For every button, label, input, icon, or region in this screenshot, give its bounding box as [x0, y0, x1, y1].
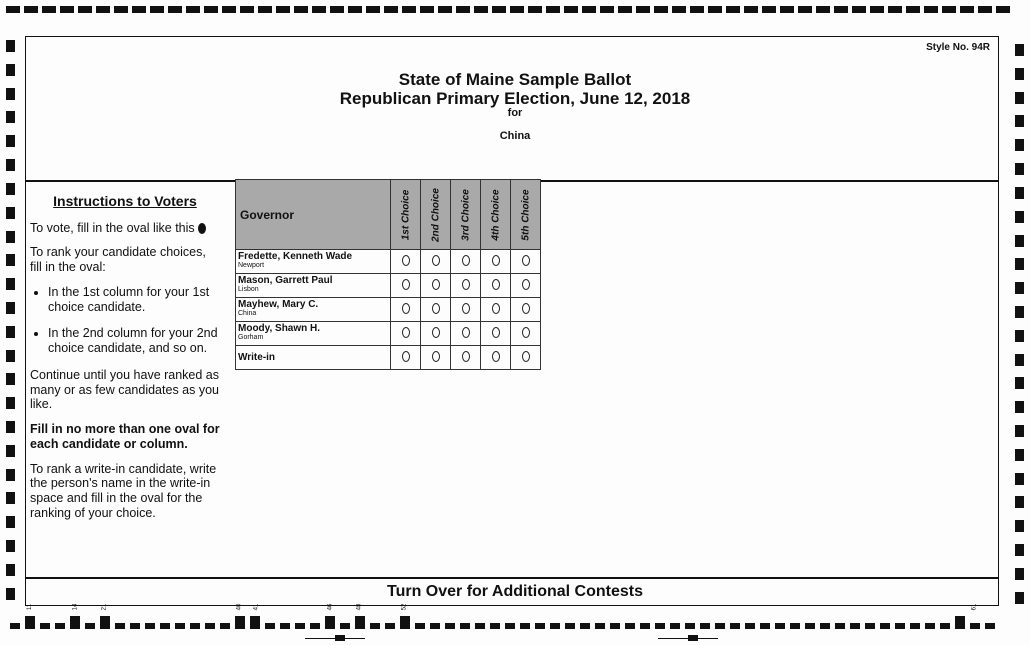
timing-mark — [475, 623, 485, 629]
oval-cell — [511, 298, 541, 322]
vote-oval[interactable] — [432, 255, 440, 266]
timing-mark — [132, 6, 146, 13]
candidate-name: Fredette, Kenneth Wade — [238, 251, 353, 262]
timing-mark — [145, 623, 155, 629]
timing-mark — [6, 40, 15, 52]
timing-mark — [430, 623, 440, 629]
choice-label: 1st Choice — [400, 189, 411, 240]
timing-mark — [726, 6, 740, 13]
timing-mark — [955, 616, 965, 629]
timing-mark — [610, 623, 620, 629]
timing-mark — [745, 623, 755, 629]
choice-label: 4th Choice — [490, 188, 501, 241]
vote-oval[interactable] — [402, 279, 410, 290]
timing-mark — [805, 623, 815, 629]
choice-column-header — [421, 180, 451, 250]
timing-mark — [6, 397, 15, 409]
candidate-name: Mayhew, Mary C. — [238, 299, 319, 310]
timing-mark — [6, 469, 15, 481]
timing-mark — [460, 623, 470, 629]
timing-mark — [865, 623, 875, 629]
timing-mark — [6, 302, 15, 314]
timing-mark — [250, 616, 260, 629]
vote-oval[interactable] — [462, 303, 470, 314]
timing-mark — [78, 6, 92, 13]
oval-cell — [421, 298, 451, 322]
timing-mark — [10, 623, 20, 629]
timing-mark — [100, 616, 110, 629]
timing-mark — [438, 6, 452, 13]
timing-mark — [1015, 496, 1024, 508]
timing-mark — [798, 6, 812, 13]
write-in-row — [236, 346, 541, 370]
timing-mark — [115, 623, 125, 629]
footer-divider — [25, 577, 999, 579]
turn-over-notice: Turn Over for Additional Contests — [386, 583, 643, 600]
timing-mark — [114, 6, 128, 13]
vote-oval[interactable] — [522, 303, 530, 314]
timing-mark — [685, 623, 695, 629]
vote-oval[interactable] — [432, 351, 440, 362]
choice-column-header — [481, 180, 511, 250]
timing-mark — [1015, 235, 1024, 247]
oval-cell — [451, 274, 481, 298]
vote-oval[interactable] — [522, 327, 530, 338]
timing-mark — [520, 623, 530, 629]
write-in-field[interactable]: Write-in — [236, 346, 391, 370]
candidate-name: Moody, Shawn H. — [238, 323, 321, 334]
timing-mark — [40, 623, 50, 629]
timing-mark — [546, 6, 560, 13]
bottom-timing-marks — [10, 615, 1020, 629]
timing-mark — [870, 6, 884, 13]
timing-mark — [160, 623, 170, 629]
timing-mark — [1015, 568, 1024, 580]
timing-mark — [1015, 163, 1024, 175]
timing-mark — [6, 540, 15, 552]
timing-mark — [6, 516, 15, 528]
timing-mark — [888, 6, 902, 13]
oval-cell — [391, 346, 421, 370]
timing-mark — [490, 623, 500, 629]
timing-mark — [505, 623, 515, 629]
timing-mark — [295, 623, 305, 629]
timing-mark — [6, 254, 15, 266]
timing-mark — [355, 616, 365, 629]
timing-mark — [625, 623, 635, 629]
timing-mark — [1015, 306, 1024, 318]
left-timing-marks — [6, 40, 15, 600]
candidate-town: China — [238, 310, 257, 317]
timing-mark — [25, 616, 35, 629]
timing-mark — [6, 207, 15, 219]
timing-mark — [535, 623, 545, 629]
filled-oval-icon — [198, 223, 206, 234]
timing-mark — [96, 6, 110, 13]
vote-oval[interactable] — [492, 351, 500, 362]
choice-label: 2nd Choice — [430, 187, 441, 242]
timing-mark — [384, 6, 398, 13]
timing-mark — [1015, 258, 1024, 270]
timing-mark — [366, 6, 380, 13]
timing-mark — [582, 6, 596, 13]
oval-cell — [451, 298, 481, 322]
instructions-heading: Instructions to Voters — [53, 193, 197, 209]
timing-mark — [1015, 401, 1024, 413]
timing-mark — [835, 623, 845, 629]
timing-mark — [940, 623, 950, 629]
timing-mark — [6, 159, 15, 171]
timing-mark — [834, 6, 848, 13]
timing-mark — [402, 6, 416, 13]
oval-cell — [391, 322, 421, 346]
timing-mark — [70, 616, 80, 629]
timing-mark — [175, 623, 185, 629]
timing-mark — [618, 6, 632, 13]
timing-mark — [730, 623, 740, 629]
oval-cell — [481, 322, 511, 346]
candidate-name: Mason, Garrett Paul — [238, 275, 333, 286]
timing-mark — [220, 623, 230, 629]
timing-mark — [1015, 282, 1024, 294]
timing-mark — [222, 6, 236, 13]
alignment-line — [658, 638, 718, 639]
timing-mark — [60, 6, 74, 13]
office-title: Governor — [236, 180, 391, 250]
timing-mark — [6, 278, 15, 290]
timing-mark — [925, 623, 935, 629]
timing-mark — [985, 623, 995, 629]
timing-mark — [906, 6, 920, 13]
timing-mark — [150, 6, 164, 13]
oval-cell — [391, 274, 421, 298]
tick-number: 46 — [327, 603, 334, 611]
timing-mark — [6, 373, 15, 385]
choice-label: 5th Choice — [520, 188, 531, 241]
town-name: China — [499, 130, 531, 142]
timing-mark — [672, 6, 686, 13]
timing-mark — [852, 6, 866, 13]
instruction-bullet: • In the 2nd column for your 2nd choice candidate, and so on. — [48, 326, 220, 356]
for-label: for — [507, 107, 523, 119]
style-number: Style No. 94R — [926, 42, 990, 53]
timing-mark — [1015, 44, 1024, 56]
vote-oval[interactable] — [432, 303, 440, 314]
timing-mark — [654, 6, 668, 13]
tick-number: 14 — [72, 603, 79, 611]
candidate-row — [236, 274, 541, 298]
timing-mark — [168, 6, 182, 13]
vote-oval[interactable] — [522, 351, 530, 362]
timing-mark — [550, 623, 560, 629]
oval-cell — [511, 250, 541, 274]
timing-mark — [708, 6, 722, 13]
timing-mark — [700, 623, 710, 629]
timing-mark — [510, 6, 524, 13]
timing-mark — [240, 6, 254, 13]
timing-mark — [1015, 354, 1024, 366]
vote-oval[interactable] — [492, 327, 500, 338]
candidate-row — [236, 322, 541, 346]
election-title: Republican Primary Election, June 12, 2018 — [339, 89, 691, 108]
instruction-paragraph: To rank your candidate choices, fill in the oval: — [30, 245, 206, 275]
timing-mark — [820, 623, 830, 629]
timing-mark — [760, 623, 770, 629]
oval-cell — [421, 250, 451, 274]
timing-mark — [850, 623, 860, 629]
timing-mark — [744, 6, 758, 13]
timing-mark — [258, 6, 272, 13]
oval-cell — [421, 274, 451, 298]
timing-mark — [6, 350, 15, 362]
timing-mark — [204, 6, 218, 13]
timing-mark — [186, 6, 200, 13]
oval-cell — [421, 346, 451, 370]
instruction-bullet: • In the 1st column for your 1st choice candidate. — [48, 285, 220, 315]
candidate-row — [236, 298, 541, 322]
choice-column-header — [511, 180, 541, 250]
tick-number: 21 — [101, 603, 108, 611]
timing-mark — [310, 623, 320, 629]
instruction-paragraph: Continue until you have ranked as many or as few candidates as you like. — [30, 367, 220, 412]
timing-mark — [996, 6, 1010, 13]
vote-oval[interactable] — [462, 255, 470, 266]
timing-mark — [910, 623, 920, 629]
timing-mark — [6, 492, 15, 504]
timing-mark — [565, 623, 575, 629]
vote-oval[interactable] — [432, 327, 440, 338]
timing-mark — [420, 6, 434, 13]
timing-mark — [325, 616, 335, 629]
vote-oval[interactable] — [492, 255, 500, 266]
candidate-town: Lisbon — [238, 286, 259, 293]
timing-mark — [42, 6, 56, 13]
timing-mark — [600, 6, 614, 13]
timing-mark — [655, 623, 665, 629]
oval-cell — [391, 250, 421, 274]
timing-mark — [474, 6, 488, 13]
vote-oval[interactable] — [462, 279, 470, 290]
timing-mark — [978, 6, 992, 13]
timing-mark — [445, 623, 455, 629]
tick-number: 40 — [236, 603, 243, 611]
tick-number: 52 — [401, 603, 408, 611]
timing-mark — [816, 6, 830, 13]
timing-mark — [580, 623, 590, 629]
timing-mark — [1015, 520, 1024, 532]
tick-number: 48 — [356, 603, 363, 611]
vote-oval[interactable] — [402, 351, 410, 362]
vote-oval[interactable] — [492, 279, 500, 290]
timing-mark — [6, 564, 15, 576]
timing-mark — [528, 6, 542, 13]
candidate-cell — [236, 250, 391, 274]
oval-cell — [481, 346, 511, 370]
candidate-town: Newport — [238, 262, 265, 269]
oval-cell — [481, 274, 511, 298]
candidate-town: Gorham — [238, 334, 264, 341]
vote-oval[interactable] — [402, 255, 410, 266]
timing-mark — [312, 6, 326, 13]
instruction-paragraph: Fill in no more than one oval for each candidate or column. — [30, 422, 220, 451]
timing-mark — [400, 616, 410, 629]
timing-mark — [1015, 473, 1024, 485]
timing-mark — [970, 623, 980, 629]
instruction-paragraph — [30, 221, 220, 236]
governor-contest-table — [235, 179, 541, 370]
timing-mark — [895, 623, 905, 629]
timing-mark — [762, 6, 776, 13]
oval-cell — [481, 298, 511, 322]
timing-mark — [775, 623, 785, 629]
vote-oval[interactable] — [432, 279, 440, 290]
timing-mark — [330, 6, 344, 13]
tick-number: 61 — [971, 603, 978, 611]
candidate-cell — [236, 274, 391, 298]
vote-oval[interactable] — [462, 327, 470, 338]
timing-mark — [1015, 187, 1024, 199]
choice-column-header — [391, 180, 421, 250]
instruction-text: To vote, fill in the oval like this — [30, 220, 195, 235]
top-timing-marks — [6, 6, 1022, 20]
ballot-title: State of Maine Sample Ballot — [398, 70, 632, 89]
timing-mark — [1015, 544, 1024, 556]
timing-mark — [790, 623, 800, 629]
timing-mark — [1015, 377, 1024, 389]
timing-mark — [190, 623, 200, 629]
timing-mark — [340, 623, 350, 629]
timing-mark — [205, 623, 215, 629]
right-timing-marks — [1015, 44, 1024, 604]
timing-mark — [924, 6, 938, 13]
timing-mark — [715, 623, 725, 629]
timing-mark — [1015, 211, 1024, 223]
timing-mark — [55, 623, 65, 629]
choice-column-header — [451, 180, 481, 250]
tick-number: 41 — [253, 603, 260, 611]
timing-mark — [6, 183, 15, 195]
timing-mark — [6, 421, 15, 433]
timing-mark — [636, 6, 650, 13]
timing-mark — [130, 623, 140, 629]
timing-mark — [640, 623, 650, 629]
timing-mark — [6, 6, 20, 13]
timing-mark — [280, 623, 290, 629]
vote-oval[interactable] — [492, 303, 500, 314]
timing-mark — [942, 6, 956, 13]
instructions-panel — [30, 193, 220, 531]
timing-mark — [370, 623, 380, 629]
timing-mark — [415, 623, 425, 629]
vote-oval[interactable] — [402, 303, 410, 314]
choice-label: 3rd Choice — [460, 188, 471, 241]
timing-mark — [1015, 425, 1024, 437]
tick-number: 11 — [27, 603, 34, 611]
timing-mark — [1015, 330, 1024, 342]
timing-mark — [235, 616, 245, 629]
vote-oval[interactable] — [522, 279, 530, 290]
timing-mark — [6, 445, 15, 457]
timing-mark — [294, 6, 308, 13]
timing-mark — [1015, 449, 1024, 461]
timing-mark — [880, 623, 890, 629]
timing-mark — [348, 6, 362, 13]
timing-mark — [690, 6, 704, 13]
oval-cell — [391, 298, 421, 322]
oval-cell — [511, 274, 541, 298]
oval-cell — [511, 322, 541, 346]
timing-mark — [265, 623, 275, 629]
alignment-line — [305, 638, 365, 639]
timing-mark — [24, 6, 38, 13]
vote-oval[interactable] — [402, 327, 410, 338]
timing-mark — [85, 623, 95, 629]
vote-oval[interactable] — [462, 351, 470, 362]
timing-mark — [492, 6, 506, 13]
oval-cell — [451, 250, 481, 274]
timing-mark — [456, 6, 470, 13]
oval-cell — [481, 250, 511, 274]
instruction-paragraph: To rank a write-in candidate, write the person's name in the write-in space and fill in the oval for the ranking of your choice. — [30, 461, 217, 520]
timing-mark — [960, 6, 974, 13]
timing-mark — [564, 6, 578, 13]
timing-mark — [670, 623, 680, 629]
oval-cell — [451, 346, 481, 370]
timing-mark — [780, 6, 794, 13]
timing-mark — [6, 326, 15, 338]
timing-mark — [276, 6, 290, 13]
timing-mark — [595, 623, 605, 629]
candidate-row — [236, 250, 541, 274]
instruction-list — [30, 285, 220, 356]
oval-cell — [511, 346, 541, 370]
oval-cell — [421, 322, 451, 346]
candidate-cell — [236, 322, 391, 346]
candidate-cell — [236, 298, 391, 322]
timing-mark — [385, 623, 395, 629]
oval-cell — [451, 322, 481, 346]
vote-oval[interactable] — [522, 255, 530, 266]
timing-mark — [6, 231, 15, 243]
